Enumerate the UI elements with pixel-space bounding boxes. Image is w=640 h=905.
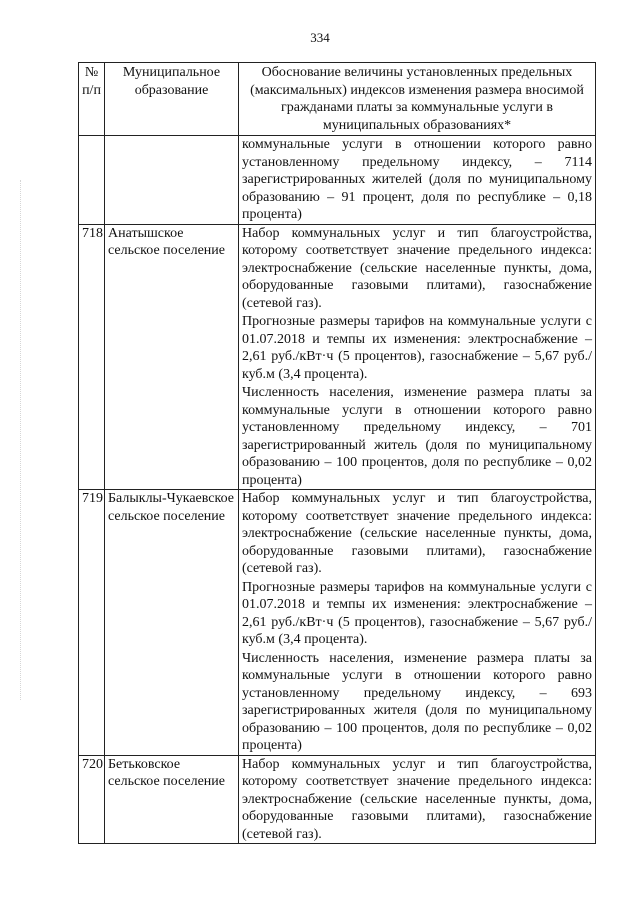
row-num xyxy=(79,136,105,225)
header-municipality: Муниципальное образование xyxy=(105,63,239,136)
row-num: 719 xyxy=(79,490,105,756)
paragraph: Набор коммунальных услуг и тип благоустройства, которому соответствует значение предельного индекса: электроснабжение (сельские населенные пункты, дома, оборудованные газовыми плитами), газоснабжение (сетевой газ). xyxy=(242,756,592,842)
scan-margin-mark xyxy=(20,180,21,700)
paragraph: Набор коммунальных услуг и тип благоустройства, которому соответствует значение предельного индекса: электроснабжение (сельские населенные пункты, дома, оборудованные газовыми плитами), газоснабжение (сетевой газ). xyxy=(242,491,592,576)
header-num: № п/п xyxy=(79,63,105,136)
paragraph: коммунальные услуги в отношении которого равно установленному предельному индексу, – 7114 зарегистрированных жителей (доля по муниципальному образованию – 91 процент, доля по республике – 0,18 процента) xyxy=(242,137,592,222)
table-row xyxy=(79,224,596,490)
header-justification: Обоснование величины установленных предельных (максимальных) индексов изменения размера вносимой гражданами платы за коммунальные услуги в муниципальных образованиях* xyxy=(239,63,596,136)
table-row xyxy=(79,755,596,844)
row-municipality xyxy=(105,136,239,225)
paragraph: Численность населения, изменение размера платы за коммунальные услуги в отношении которого равно установленному предельному индексу, – 701 зарегистрированный житель (доля по муниципальному образованию – 100 процентов, доля по республике – 0,02 процента) xyxy=(242,385,592,488)
row-justification xyxy=(239,136,596,225)
page-number: 334 xyxy=(310,30,330,45)
row-num: 720 xyxy=(79,755,105,844)
row-municipality: Анатышское сельское поселение xyxy=(105,224,239,490)
row-municipality: Балыклы-Чукаевское сельское поселение xyxy=(105,490,239,756)
paragraph: Численность населения, изменение размера платы за коммунальные услуги в отношении которого равно установленному предельному индексу, – 693 зарегистрированных жителя (доля по муниципальному образованию – 100 процентов, доля по республике – 0,02 процента) xyxy=(242,650,592,753)
paragraph: Прогнозные размеры тарифов на коммунальные услуги с 01.07.2018 и темпы их изменения: электроснабжение – 2,61 руб./кВт·ч (5 процентов), газоснабжение – 5,67 руб./куб.м (3,4 процента). xyxy=(242,314,592,382)
row-justification xyxy=(239,490,596,756)
row-municipality: Бетьковское сельское поселение xyxy=(105,755,239,844)
tariff-index-table xyxy=(78,62,596,844)
table-header-row xyxy=(79,63,596,136)
row-justification xyxy=(239,224,596,490)
table-row-continuation xyxy=(79,136,596,225)
paragraph: Прогнозные размеры тарифов на коммунальные услуги с 01.07.2018 и темпы их изменения: электроснабжение – 2,61 руб./кВт·ч (5 процентов), газоснабжение – 5,67 руб./куб.м (3,4 процента). xyxy=(242,579,592,647)
paragraph: Набор коммунальных услуг и тип благоустройства, которому соответствует значение предельного индекса: электроснабжение (сельские населенные пункты, дома, оборудованные газовыми плитами), газоснабжение (сетевой газ). xyxy=(242,225,592,311)
row-num: 718 xyxy=(79,224,105,490)
table-row xyxy=(79,490,596,756)
row-justification xyxy=(239,755,596,844)
